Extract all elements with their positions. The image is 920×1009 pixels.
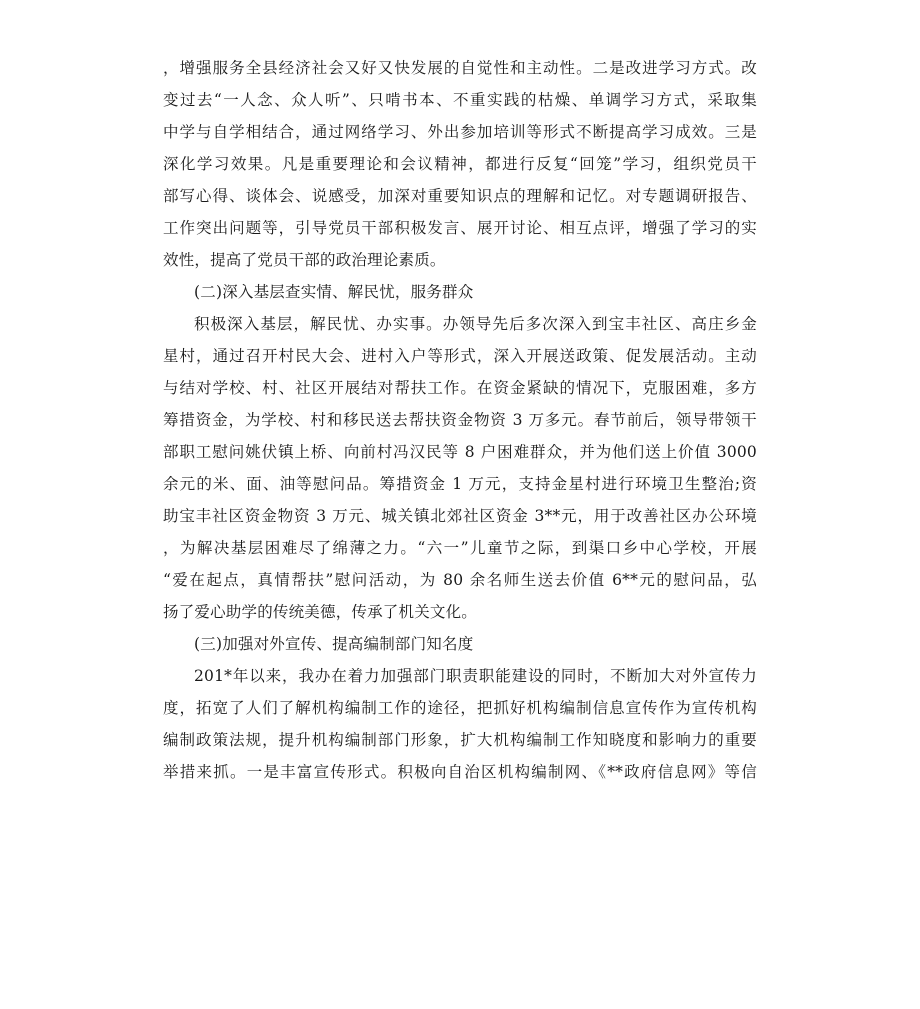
document-body: [163, 52, 757, 788]
text-line: 编制政策法规，提升机构编制部门形象，扩大机构编制工作知晓度和影响力的重要: [163, 731, 757, 749]
text-line: 深化学习效果。凡是重要理论和会议精神，都进行反复“回笼”学习，组织党员干: [163, 155, 757, 173]
section-heading: (二)深入基层查实情、解民忧，服务群众: [194, 283, 474, 301]
text-line: 余元的米、面、油等慰问品。筹措资金 1 万元，支持金星村进行环境卫生整治;资: [163, 475, 757, 493]
section-heading: (三)加强对外宣传、提高编制部门知名度: [194, 635, 474, 653]
text-line: 筹措资金，为学校、村和移民送去帮扶资金物资 3 万多元。春节前后，领导带领干: [163, 411, 757, 429]
text-line: 扬了爱心助学的传统美德，传承了机关文化。: [163, 603, 478, 621]
text-line: 助宝丰社区资金物资 3 万元、城关镇北郊社区资金 3**元，用于改善社区办公环境: [163, 507, 757, 525]
text-line: 部写心得、谈体会、说感受，加深对重要知识点的理解和记忆。对专题调研报告、: [163, 187, 757, 205]
text-line: 积极深入基层，解民忧、办实事。办领导先后多次深入到宝丰社区、高庄乡金: [194, 315, 757, 333]
text-line: ，增强服务全县经济社会又好又快发展的自觉性和主动性。二是改进学习方式。改: [163, 59, 757, 77]
text-line: 效性，提高了党员干部的政治理论素质。: [163, 251, 446, 269]
text-line: 与结对学校、村、社区开展结对帮扶工作。在资金紧缺的情况下，克服困难，多方: [163, 379, 757, 397]
text-line: 星村，通过召开村民大会、进村入户等形式，深入开展送政策、促发展活动。主动: [163, 347, 757, 365]
text-line: 工作突出问题等，引导党员干部积极发言、展开讨论、相互点评，增强了学习的实: [163, 219, 757, 237]
text-line: 部职工慰问姚伏镇上桥、向前村冯汉民等 8 户困难群众，并为他们送上价值 3000: [163, 443, 757, 461]
text-line: 201*年以来，我办在着力加强部门职责职能建设的同时，不断加大对外宣传力: [194, 667, 757, 685]
text-line: “爱在起点，真情帮扶”慰问活动，为 80 余名师生送去价值 6**元的慰问品，弘: [163, 571, 757, 589]
text-line: 变过去“一人念、众人听”、只啃书本、不重实践的枯燥、单调学习方式，采取集: [163, 91, 757, 109]
text-line: 中学与自学相结合，通过网络学习、外出参加培训等形式不断提高学习成效。三是: [163, 123, 757, 141]
text-line: ，为解决基层困难尽了绵薄之力。“六一”儿童节之际，到渠口乡中心学校，开展: [163, 539, 757, 557]
text-line: 举措来抓。一是丰富宣传形式。积极向自治区机构编制网、《**政府信息网》等信: [163, 763, 757, 781]
text-line: 度，拓宽了人们了解机构编制工作的途径，把抓好机构编制信息宣传作为宣传机构: [163, 699, 757, 717]
